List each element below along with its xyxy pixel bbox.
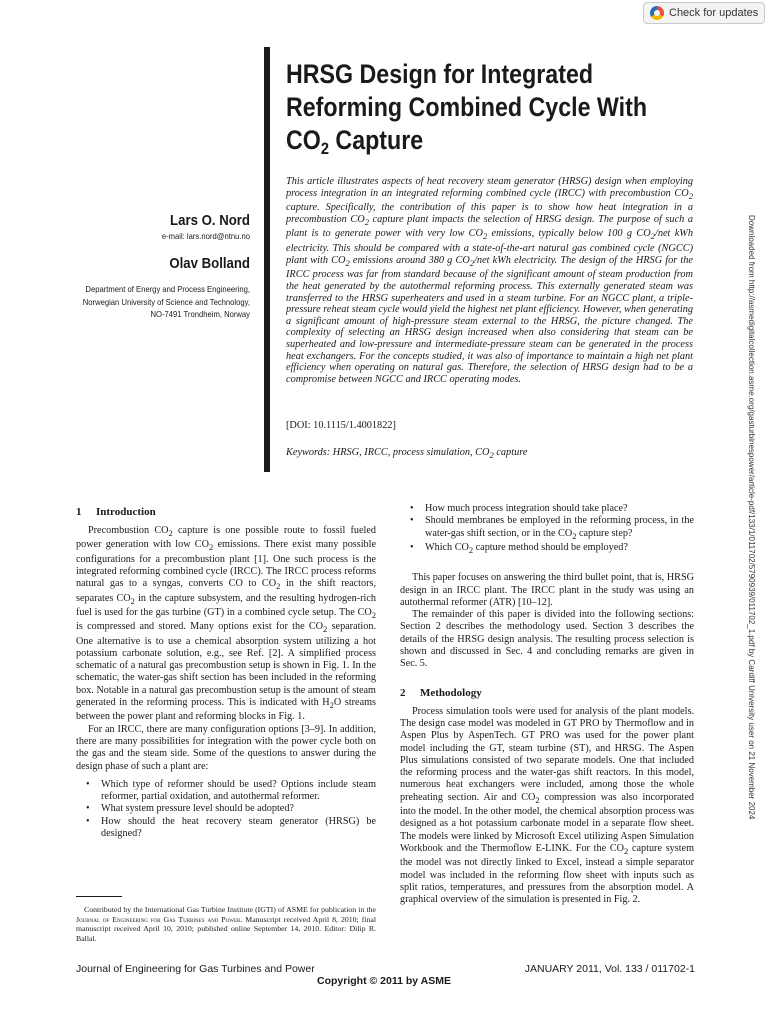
author-name: Olav Bolland — [169, 255, 250, 272]
list-item: • What system pressure level should be adopted? — [76, 803, 376, 815]
doi-link[interactable]: [DOI: 10.1115/1.4001822] — [286, 420, 396, 431]
footer-copyright: Copyright © 2011 by ASME — [317, 975, 451, 987]
title-rule — [264, 47, 270, 472]
question-list — [76, 779, 376, 840]
footnote-divider — [76, 896, 122, 897]
intro-paragraph: This paper focuses on answering the third bullet point, that is, HRSG design in an IRCC plant. The IRCC plant in the study was using an autothermal reformer (ATR) [10–12]. — [400, 572, 694, 608]
footer-issue: JANUARY 2011, Vol. 133 / 011702-1 — [524, 963, 695, 975]
section-heading-methodology: 2 Methodology — [400, 686, 482, 699]
keywords: Keywords: HRSG, IRCC, process simulation, $CO_2$ capture — [286, 447, 528, 461]
section-heading-introduction: 1 Introduction — [76, 506, 156, 518]
list-item: • How should the heat recovery steam generator (HRSG) be designed? — [76, 816, 376, 841]
list-item: • How much process integration should take place? — [400, 503, 694, 515]
update-icon — [650, 6, 664, 20]
affiliation-line: Department of Energy and Process Engineering, — [85, 284, 250, 294]
footnote: Contributed by the International Gas Turbine Institute (IGTI) of ASME for publication in the Journal of Engineering for Gas Turbines and Power. Manuscript received April 8, 2010; final manuscript received April 10, 2010; published online September 14, 2010. Editor: Dilip R. Ballal. — [76, 905, 376, 943]
author-email: e-mail: lars.nord@ntnu.no — [161, 231, 250, 241]
list-item: • Which type of reformer should be used? Options include steam reformer, partial oxidation, and autothermal reformer. — [76, 779, 376, 804]
paper-title: HRSG Design for Integrated Reforming Combined Cycle With $CO_2$ Capture — [286, 59, 648, 158]
list-item: • Which $CO_2$ capture method should be employed? — [400, 542, 694, 556]
intro-paragraph: The remainder of this paper is divided into the following sections: Section 2 describes the methodology used. Section 3 describes the details of the HRSG design analysis. The resulting process selection is shown and discussed in Sec. 4 and concluding remarks are given in Sec. 5. — [400, 609, 694, 670]
affiliation-line: Norwegian University of Science and Technology, — [82, 296, 250, 307]
list-item: • Should membranes be employed in the reforming process, in the water-gas shift section, or in the $CO_2$ capture step? — [400, 515, 694, 542]
question-list — [400, 503, 694, 556]
affiliation-line: NO-7491 Trondheim, Norway — [150, 309, 250, 319]
download-watermark: Downloaded from http://asmedigitalcollection.asme.org/gasturbinespower/article-pdf/133/1/011702/5790939/011702_1.pdf by Cardiff University user on 21 November 2024 — [747, 215, 756, 820]
right-column — [400, 503, 694, 906]
methodology-paragraph: Process simulation tools were used for analysis of the plant models. The design case model was modeled in GT PRO by Thermoflow and in Aspen Plus by AspenTech. GT PRO was used for the power plant model including the GT, steam turbine (ST), and HRSG. The Aspen Plus simulations consisted of two separate models. One that included the reforming process and the water-gas shift reactors. In this model, numerous heat exchangers were included, among those the whole preheating section. Air and $CO_2$ compression was also incorporated into the model. In the other model, the chemical absorption process was designed as a hot potassium carbonate model in a separate flow sheet. The models were linked by Microsoft Excel utilizing Aspen Simulation Workbook and the Thermoflow E-LINK. For the $CO_2$ capture system the model was not directly linked to Excel, instead a simple separator model was included in the reforming flow sheet with inputs such as split ratios, temperatures, and pressures from the absorption model. A graphical overview of the simulation is presented in Fig. 2. — [400, 705, 695, 906]
intro-paragraph: For an IRCC, there are many configuration options [3–9]. In addition, there are many possibilities for integration with the power cycle both on the gas and the steam side. Some of the questions to answer during the design phase of such a plant are: — [76, 723, 376, 772]
check-for-updates-label: Check for updates — [669, 7, 759, 19]
left-column — [76, 506, 376, 840]
check-for-updates-button[interactable] — [643, 2, 765, 24]
author-name: Lars O. Nord — [170, 212, 250, 229]
author-block — [30, 212, 250, 321]
footer-journal-name: Journal of Engineering for Gas Turbines and Power — [76, 963, 315, 975]
intro-paragraph: Precombustion $CO_2$ capture is one possible route to fossil fueled power generation with low $CO_2$ emissions. There exist many possible configurations for a precombustion plant [1]. One such process is the integrated reforming combined cycle (IRCC). The IRCC process reforms natural gas to a syngas, converts CO to $CO_2$ in the shift reactors, separates $CO_2$ in the capture subsystem, and the resulting hydrogen-rich fuel is used for the gas turbine (GT) in a combined cycle setup. The $CO_2$ is compressed and stored. Many options exist for the $CO_2$ separation. One alternative is to use a chemical absorption system utilizing a hot potassium carbonate solution, e.g., see Ref. [2]. A simplified process schematic of a natural gas precombustion setup is shown in Fig. 1. In the schematic, the water-gas shift section has been included in the reforming box. Notable in a natural gas precombustion setup is the amount of steam generated in the reforming process. This is indicated with $H_2O$ streams between the power plant and reforming blocks in Fig. 1. — [76, 525, 376, 723]
abstract: This article illustrates aspects of heat recovery steam generator (HRSG) design when employing process integration in an integrated reforming combined cycle (IRCC) with precombustion $CO_2$ capture. Specifically, the contribution of this paper is to show how heat integration in a precombustion $CO_2$ capture plant impacts the selection of HRSG design. The purpose of such a plant is to generate power with very low $CO_2$ emissions, typically below 100 g $CO_2$/net kWh electricity. This should be compared with a state-of-the-art natural gas combined cycle (NGCC) plant with $CO_2$ emissions around 380 g $CO_2$/net kWh electricity. The design of the HRSG for the IRCC process was far from standard because of the significant amount of steam production from the heat generated by the autothermal reforming process. This externally generated steam was transferred to the HRSG superheaters and used in a steam turbine. For an NGCC plant, a triple-pressure reheat steam cycle would yield the highest net plant efficiency. However, when generating a significant amount of high-pressure steam external to the HRSG, the picture changed. The complexity of selecting an HRSG design increased when also considering that steam can be superheated and low-pressure and intermediate-pressure steam can be generated in the process heat exchangers. For the concepts studied, it was also of importance to maintain a high net plant efficiency when operating on natural gas. Therefore, the selection of HRSG design had to be a compromise between NGCC and IRCC operating modes. — [286, 176, 694, 385]
